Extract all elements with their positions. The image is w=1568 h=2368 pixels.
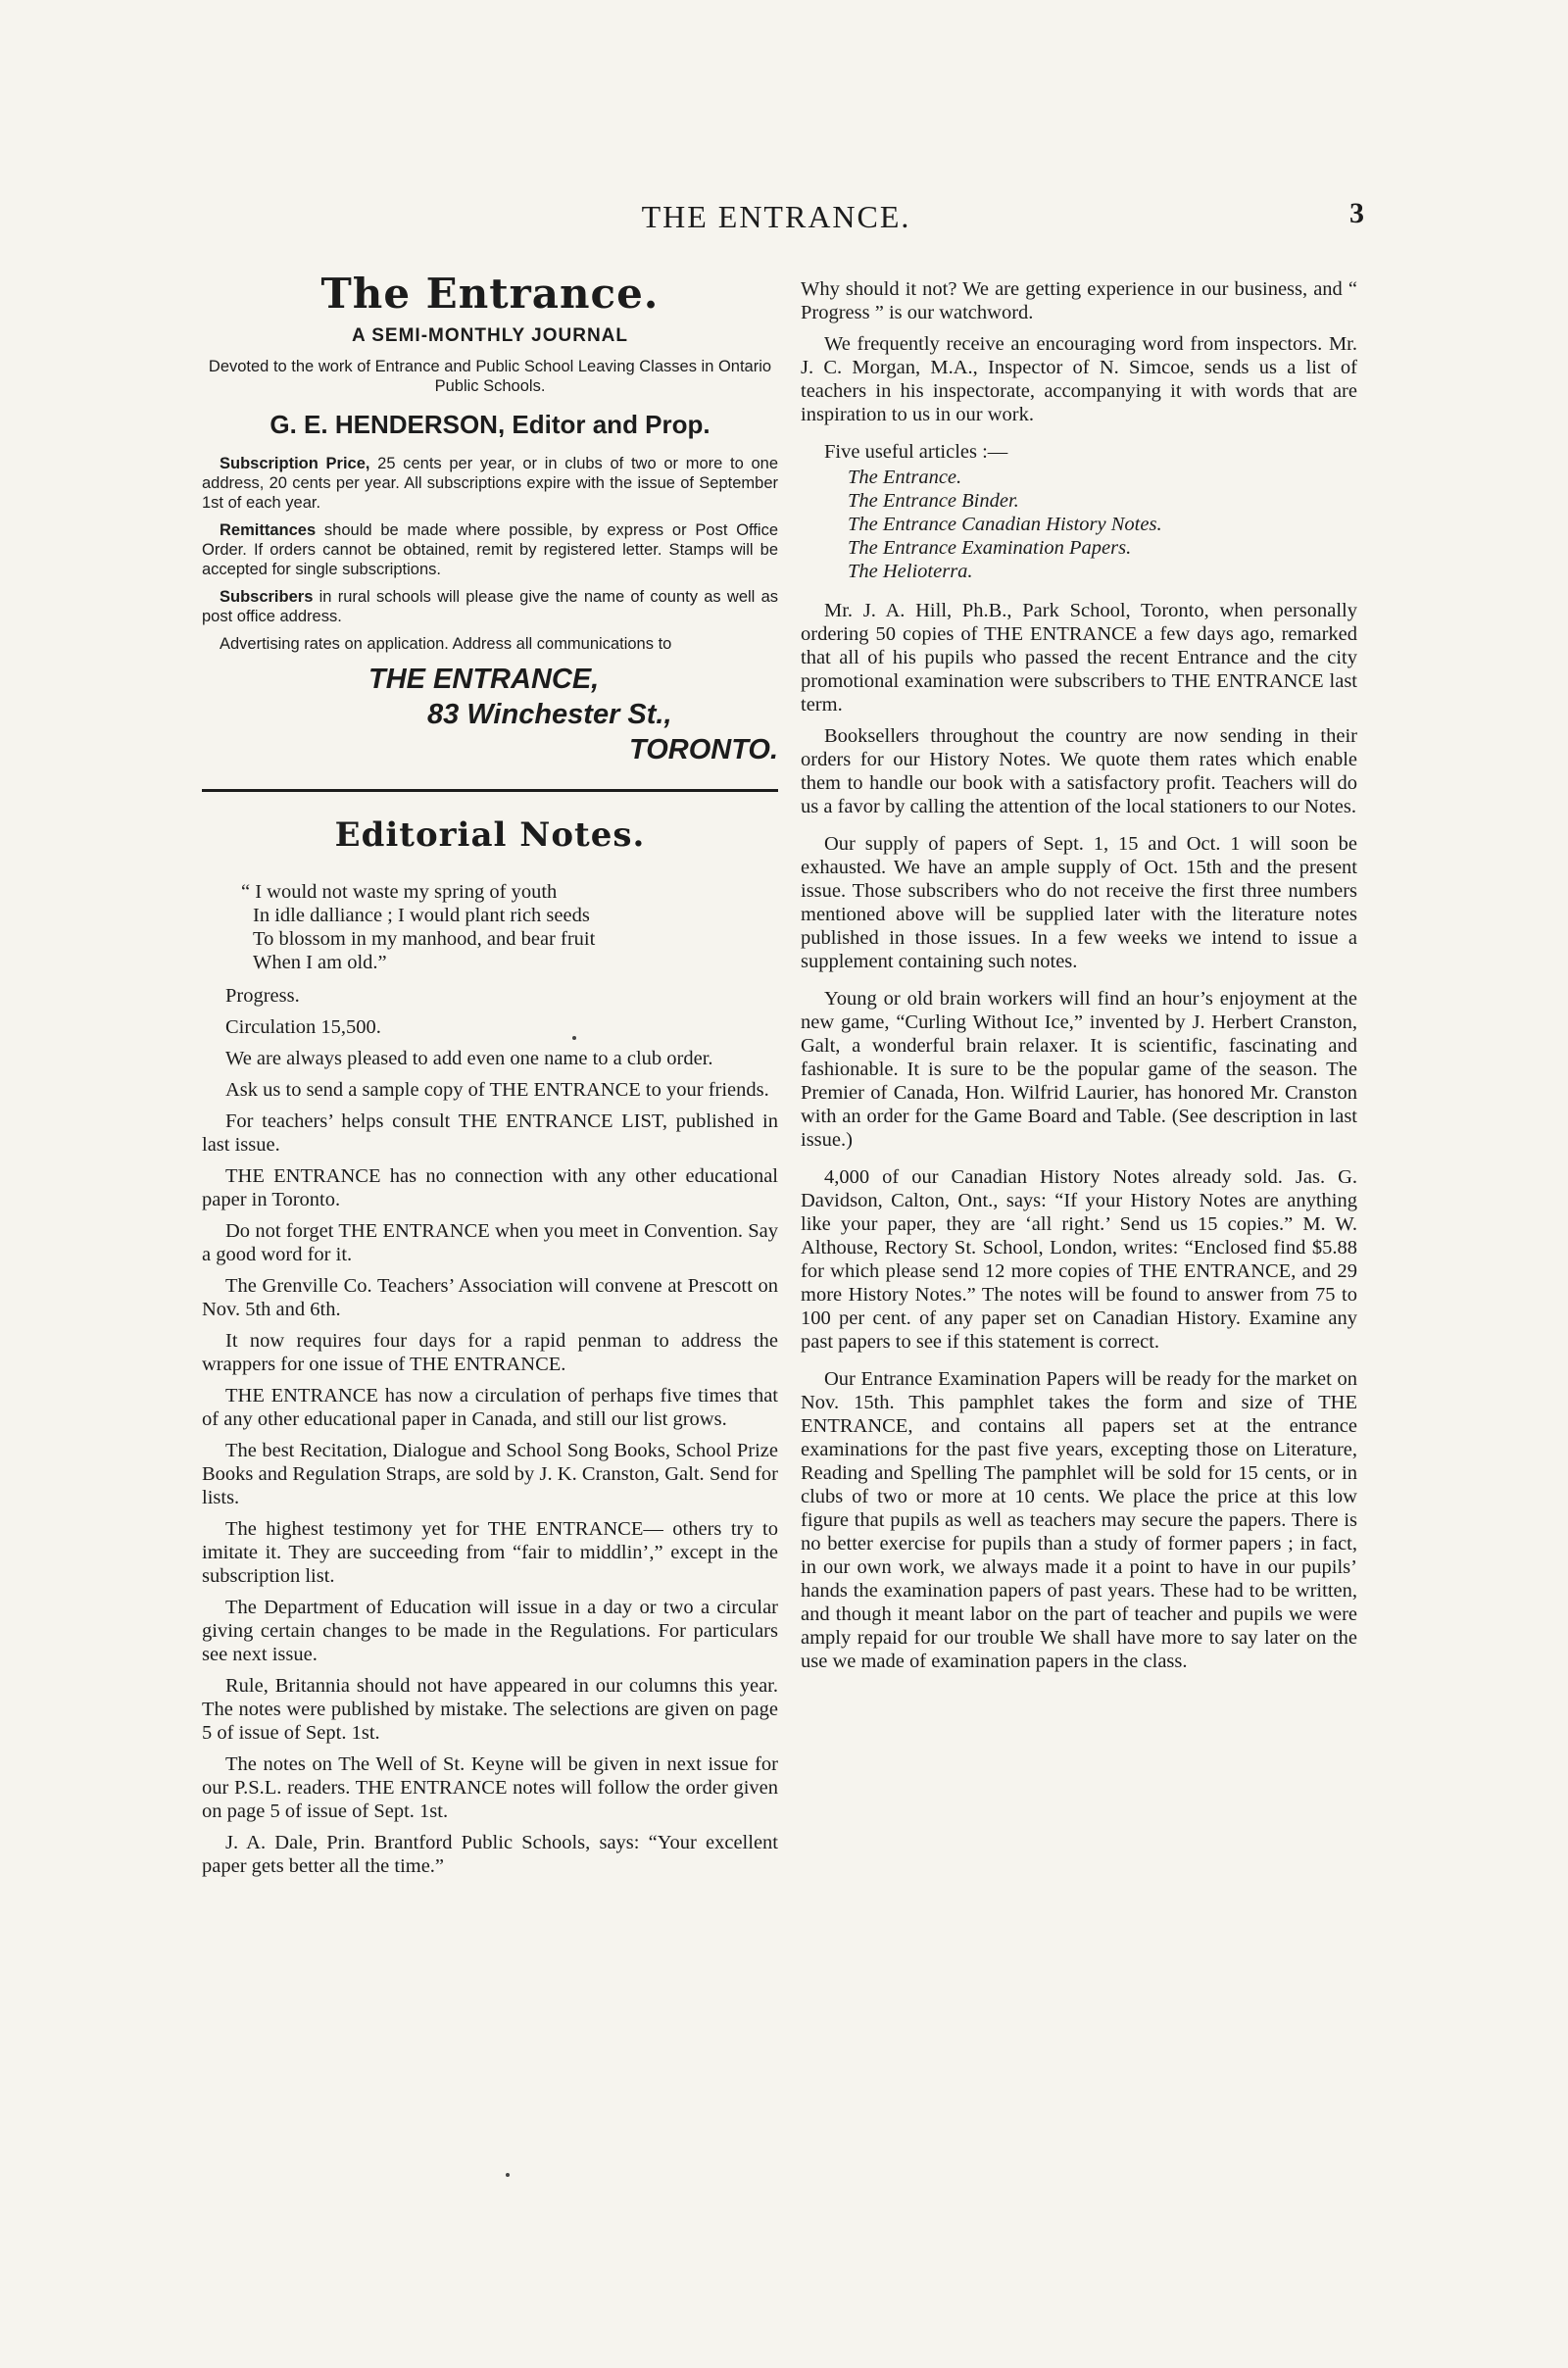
right-column	[801, 277, 1357, 1681]
page-number: 3	[1349, 197, 1364, 229]
note-paragraph: Circulation 15,500.	[225, 1016, 381, 1038]
article-item: The Entrance Binder.	[848, 490, 1019, 512]
editor-line: G. E. HENDERSON, Editor and Prop.	[270, 410, 710, 439]
masthead-title: The Entrance.	[320, 270, 660, 318]
article-item: The Entrance Canadian History Notes.	[848, 514, 1162, 535]
article-item: The Entrance.	[848, 467, 962, 488]
note-paragraph: Young or old brain workers will find an hour’s enjoyment at the new game, “Curling Without Ice,” invented by J. Herbert Cranston, Galt, a wonderful brain relaxer. It is scientific, fascinating and fashionable. It is sure to be the popular game of the season. The Premier of Canada, Hon. Wilfrid Laurier, has honored Mr. Cranston with an order for the Game Board and Table. (See description in last issue.)	[801, 988, 1357, 1151]
note-paragraph: Why should it not? We are getting experience in our business, and “ Progress ” is our watchword.	[801, 278, 1357, 323]
subscription-lead: Subscription Price,	[220, 455, 370, 472]
note-paragraph: Progress.	[225, 985, 300, 1007]
note-paragraph: Rule, Britannia should not have appeared in our columns this year. The notes were published by mistake. The selections are given on page 5 of issue of Sept. 1st.	[202, 1675, 778, 1744]
journal-page	[188, 191, 1364, 2132]
remittances-paragraph	[202, 520, 778, 579]
note-paragraph: We are always pleased to add even one name to a club order.	[225, 1048, 713, 1069]
subscribers-paragraph	[202, 587, 778, 626]
note-paragraph: Our Entrance Examination Papers will be ready for the market on Nov. 15th. This pamphlet takes the form and size of THE ENTRANCE, and contains all papers set at the entrance examinations for the past five years, excepting those on Literature, Reading and Spelling The pamphlet will be sold for 15 cents, or in clubs of two or more at 10 cents. We place the price at this low figure that pupils as well as teachers may secure the papers. There is no better exercise for pupils than a study of former papers ; in fact, in our own work, we always made it a point to have in our pupils’ hands the examination papers of past years. These had to be written, and though it meant labor on the part of teacher and pupils we were amply repaid for our trouble We shall have more to say later on the use we made of examination papers in the class.	[801, 1368, 1357, 1672]
advertising-paragraph: Advertising rates on application. Address all communications to	[220, 635, 672, 653]
address-line-3: TORONTO.	[629, 734, 778, 765]
note-paragraph: THE ENTRANCE has now a circulation of perhaps five times that of any other educational paper in Canada, and still our list grows.	[202, 1385, 778, 1430]
article-item: The Entrance Examination Papers.	[848, 537, 1132, 559]
note-paragraph: The best Recitation, Dialogue and School Song Books, School Prize Books and Regulation Straps, are sold by J. K. Cranston, Galt. Send for lists.	[202, 1440, 778, 1508]
note-paragraph: The highest testimony yet for THE ENTRANCE— others try to imitate it. They are succeeding from “fair to middlin’,” except in the subscription list.	[202, 1518, 778, 1587]
subscribers-lead: Subscribers	[220, 588, 314, 606]
note-paragraph: The Department of Education will issue in a day or two a circular giving certain changes to be made in the Regulations. For particulars see next issue.	[202, 1597, 778, 1665]
note-paragraph: 4,000 of our Canadian History Notes already sold. Jas. G. Davidson, Calton, Ont., says: “If your History Notes are anything like your paper, they are ‘all right.’ Send us 15 copies.” M. W. Althouse, Rectory St. School, London, writes: “Enclosed find $5.88 for which please send 12 more copies of THE ENTRANCE, and 29 more History Notes.” The notes will be found to answer from 75 to 100 per cent. of any paper set on Canadian History. Examine any past papers to see if this statement is correct.	[801, 1166, 1357, 1353]
verse-line: “ I would not waste my spring of youth	[241, 881, 558, 903]
articles-intro: Five useful articles :—	[824, 441, 1008, 463]
note-paragraph: It now requires four days for a rapid penman to address the wrappers for one issue of THE ENTRANCE.	[202, 1330, 778, 1375]
verse-line: In idle dalliance ; I would plant rich seeds	[253, 905, 590, 926]
masthead-details	[202, 357, 778, 654]
editorial-heading: Editorial Notes.	[334, 815, 646, 855]
left-column	[202, 270, 778, 1886]
note-paragraph: Ask us to send a sample copy of THE ENTRANCE to your friends.	[225, 1079, 769, 1101]
print-speck	[506, 2173, 510, 2177]
note-paragraph: For teachers’ helps consult THE ENTRANCE LIST, published in last issue.	[202, 1110, 778, 1156]
subscription-paragraph	[202, 454, 778, 513]
note-paragraph: J. A. Dale, Prin. Brantford Public Schools, says: “Your excellent paper gets better all the time.”	[202, 1832, 778, 1877]
note-paragraph: We frequently receive an encouraging word from inspectors. Mr. J. C. Morgan, M.A., Inspector of N. Simcoe, sends us a list of teachers in his inspectorate, accompanying it with words that are inspiration to us in our work.	[801, 333, 1357, 425]
print-speck	[572, 1036, 576, 1040]
subscribers-text: in rural schools will please give the name of county as well as post office address.	[202, 588, 778, 625]
running-title: THE ENTRANCE.	[641, 199, 911, 234]
article-item: The Helioterra.	[848, 561, 973, 582]
note-paragraph: Our supply of papers of Sept. 1, 15 and Oct. 1 will soon be exhausted. We have an ample supply of Oct. 15th and the present issue. Those subscribers who do not receive the first three numbers mentioned above will be supplied later with the literature notes published in those issues. In a few weeks we intend to issue a supplement containing such notes.	[801, 833, 1357, 972]
note-paragraph: The notes on The Well of St. Keyne will be given in next issue for our P.S.L. readers. THE ENTRANCE notes will follow the order given on page 5 of issue of Sept. 1st.	[202, 1753, 778, 1822]
mailing-address	[202, 662, 778, 767]
address-line-2: 83 Winchester St.,	[427, 699, 672, 730]
note-paragraph: Booksellers throughout the country are now sending in their orders for our History Notes. We quote them rates which enable them to handle our book with a satisfactory profit. Teachers will do us a favor by calling the attention of the local stationers to our Notes.	[801, 725, 1357, 817]
opening-verse	[241, 880, 778, 974]
articles-list	[848, 466, 1357, 583]
verse-line: When I am old.”	[253, 952, 387, 973]
devoted-statement: Devoted to the work of Entrance and Public School Leaving Classes in Ontario Public Schools.	[208, 358, 772, 395]
section-divider	[202, 789, 778, 792]
note-paragraph: Do not forget THE ENTRANCE when you meet in Convention. Say a good word for it.	[202, 1220, 778, 1265]
masthead-subtitle: A SEMI-MONTHLY JOURNAL	[351, 325, 629, 346]
address-line-1: THE ENTRANCE,	[368, 664, 600, 695]
note-paragraph: THE ENTRANCE has no connection with any other educational paper in Toronto.	[202, 1165, 778, 1210]
note-paragraph: Mr. J. A. Hill, Ph.B., Park School, Toronto, when personally ordering 50 copies of THE ENTRANCE a few days ago, remarked that all of his pupils who passed the recent Entrance and the city promotional examination were subscribers to THE ENTRANCE last term.	[801, 600, 1357, 715]
subscription-text: 25 cents per year, or in clubs of two or more to one address, 20 cents per year. All subscriptions expire with the issue of September 1st of each year.	[202, 455, 778, 512]
remittances-lead: Remittances	[220, 521, 317, 539]
verse-line: To blossom in my manhood, and bear fruit	[253, 928, 596, 950]
remittances-text: should be made where possible, by express or Post Office Order. If orders cannot be obtained, remit by registered letter. Stamps will be accepted for single subscriptions.	[202, 521, 778, 578]
note-paragraph: The Grenville Co. Teachers’ Association will convene at Prescott on Nov. 5th and 6th.	[202, 1275, 778, 1320]
running-head	[188, 191, 1364, 250]
